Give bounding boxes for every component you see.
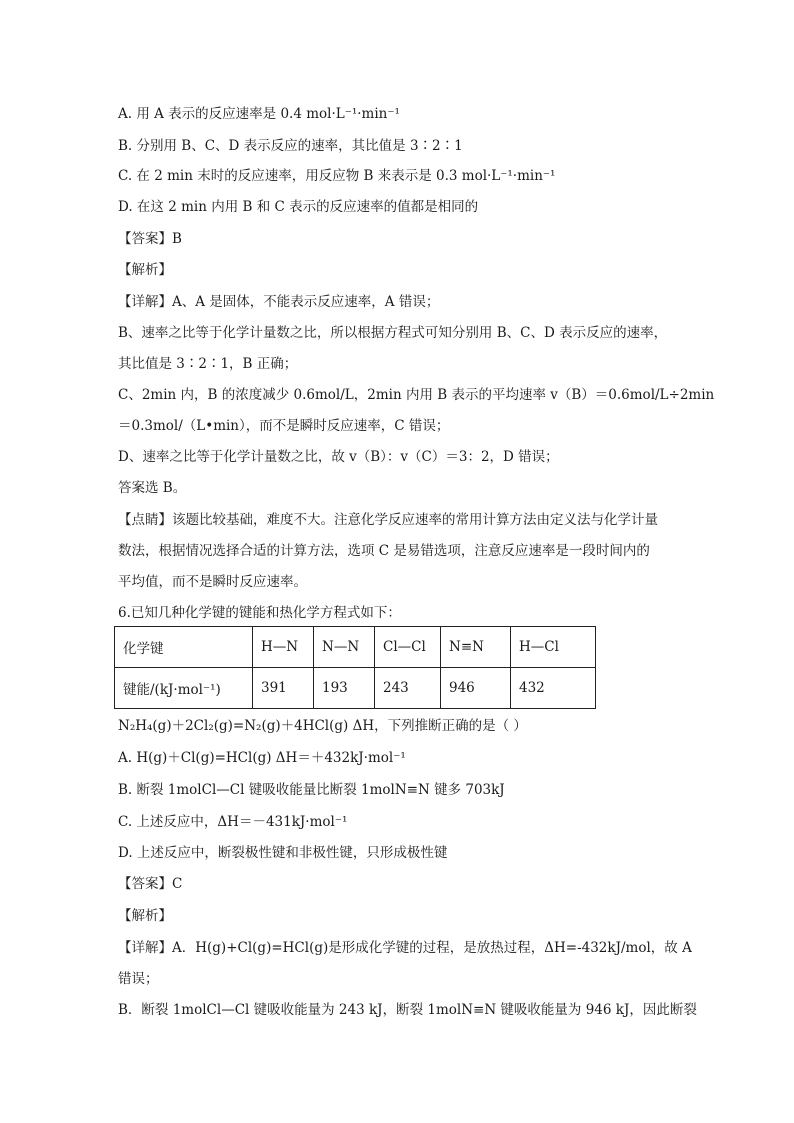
table-header-cell: Cl—Cl [375,627,441,668]
q5-comment-line: 数法，根据情况选择合适的计算方法，选项 C 是易错选项，注意反应速率是一段时间内的 [118,543,650,559]
q6-detail-line: 错误； [118,971,159,987]
q5-detail-line: ＝0.3mol/（L•min），而不是瞬时反应速率，C 错误； [118,418,450,434]
q6-detail-line: B．断裂 1molCl—Cl 键吸收能量为 243 kJ，断裂 1molN≡N 键吸收能量为 946 kJ，因此断裂 [118,1002,697,1018]
table-row [115,668,596,709]
q5-option-d: D. 在这 2 min 内用 B 和 C 表示的反应速率的值都是相同的 [118,199,479,215]
table-cell: 键能/(kJ·mol⁻¹) [115,668,253,709]
q5-option-b: B. 分别用 B、C、D 表示反应的速率，其比值是 3∶2∶1 [118,138,463,154]
table-header-cell: N≡N [441,627,511,668]
table-header-cell: N—N [314,627,375,668]
table-header-cell: 化学键 [115,627,253,668]
q5-detail-line: B、速率之比等于化学计量数之比，所以根据方程式可知分别用 B、C、D 表示反应的速率， [118,325,668,341]
q6-detail-line: 【详解】A．H(g)+Cl(g)=HCl(g)是形成化学键的过程，是放热过程，ΔH=-432kJ/mol，故 A [118,940,692,956]
q5-detail-line: 其比值是 3∶2∶1，B 正确； [118,356,298,372]
q6-option-c: C. 上述反应中，ΔH＝－431kJ·mol⁻¹ [118,814,348,830]
q6-option-b: B. 断裂 1molCl—Cl 键吸收能量比断裂 1molN≡N 键多 703kJ [118,782,505,798]
table-cell: 432 [511,668,596,709]
table-cell: 193 [314,668,375,709]
q5-detail-line: D、速率之比等于化学计量数之比，故 v（B）：v（C）＝3：2，D 错误； [118,449,559,465]
q5-answer: 【答案】B [118,231,182,247]
q5-option-c: C. 在 2 min 末时的反应速率，用反应物 B 来表示是 0.3 mol·L⁻¹·min⁻¹ [118,168,556,184]
q5-detail-line: 答案选 B。 [118,480,187,496]
q5-analysis-heading: 【解析】 [118,262,172,278]
bond-energy-table [114,626,596,709]
q6-option-a: A. H(g)＋Cl(g)=HCl(g) ΔH＝＋432kJ·mol⁻¹ [118,750,406,766]
q6-answer: 【答案】C [118,876,183,892]
q6-analysis-heading: 【解析】 [118,908,172,924]
table-row [115,627,596,668]
table-cell: 946 [441,668,511,709]
q6-option-d: D. 上述反应中，断裂极性键和非极性键，只形成极性键 [118,845,448,861]
table-cell: 391 [253,668,314,709]
q5-option-a: A. 用 A 表示的反应速率是 0.4 mol·L⁻¹·min⁻¹ [118,106,400,122]
table-header-cell: H—Cl [511,627,596,668]
q5-detail-line: C、2min 内，B 的浓度减少 0.6mol/L，2min 内用 B 表示的平均速率 v（B）＝0.6mol/L÷2min [118,387,715,403]
table-header-cell: H—N [253,627,314,668]
q6-stem: 6.已知几种化学键的键能和热化学方程式如下： [118,605,401,621]
table-cell: 243 [375,668,441,709]
q6-equation: N₂H₄(g)＋2Cl₂(g)=N₂(g)＋4HCl(g) ΔH，下列推断正确的是（ ） [118,718,527,734]
q5-detail-line: 【详解】A、A 是固体，不能表示反应速率，A 错误； [118,294,440,310]
q5-comment-line: 平均值，而不是瞬时反应速率。 [118,574,307,590]
q5-comment-line: 【点睛】该题比较基础，难度不大。注意化学反应速率的常用计算方法由定义法与化学计量 [118,512,658,528]
